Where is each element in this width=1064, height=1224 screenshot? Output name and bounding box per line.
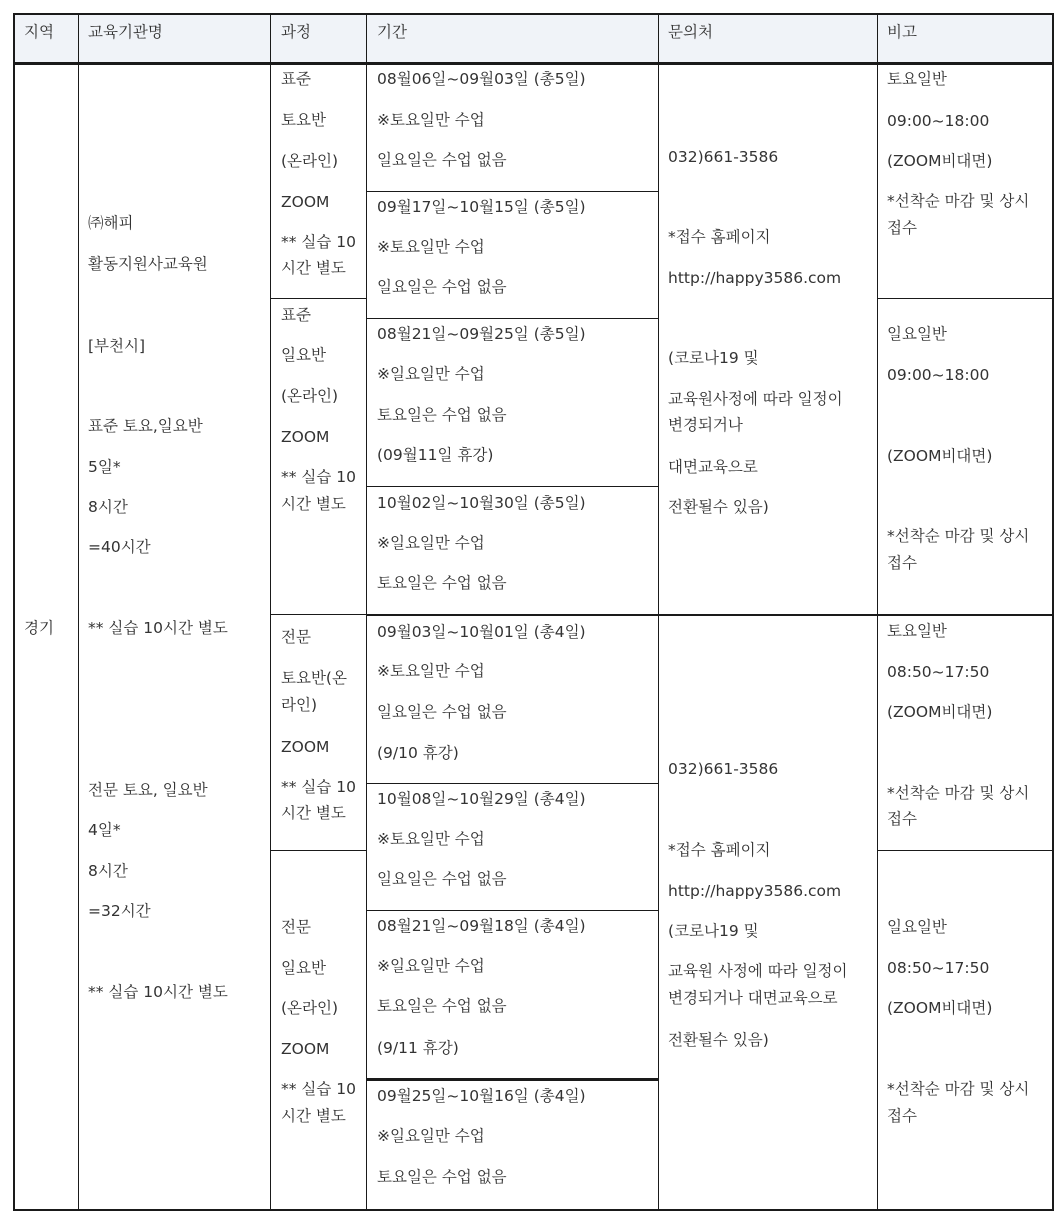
contact-phone: 032)661-3586 bbox=[668, 760, 779, 778]
row-divider bbox=[366, 1078, 659, 1081]
course-line: 시간 별도 bbox=[281, 259, 346, 277]
course-line: 라인) bbox=[281, 696, 317, 714]
contact-line: 교육원사정에 따라 일정이 bbox=[668, 390, 843, 408]
course-cell-standard-saturday bbox=[271, 65, 366, 298]
remarks-line: 09:00~18:00 bbox=[887, 366, 990, 384]
row-divider bbox=[658, 614, 878, 616]
table-border-right bbox=[1052, 13, 1054, 1211]
institution-cell bbox=[79, 65, 270, 1209]
institution-line: ㈜해피 bbox=[88, 214, 134, 232]
course-cell-expert-saturday bbox=[271, 616, 366, 850]
remarks-line: 08:50~17:50 bbox=[887, 663, 990, 681]
period-line: (09월11일 휴강) bbox=[377, 446, 494, 464]
period-cell bbox=[367, 487, 658, 614]
institution-line: ** 실습 10시간 별도 bbox=[88, 619, 228, 637]
contact-line: 변경되거나 대면교육으로 bbox=[668, 989, 838, 1007]
remarks-line: 토요일반 bbox=[887, 622, 947, 640]
period-cell bbox=[367, 1081, 658, 1209]
remarks-line: (ZOOM비대면) bbox=[887, 703, 993, 721]
column-divider bbox=[270, 13, 271, 1211]
contact-line: 변경되거나 bbox=[668, 416, 743, 434]
header-cell-period bbox=[367, 15, 658, 63]
period-line: 08월21일~09월18일 (총4일) bbox=[377, 917, 586, 935]
row-divider bbox=[366, 910, 659, 911]
contact-cell-expert bbox=[659, 616, 877, 1209]
contact-line: 대면교육으로 bbox=[668, 458, 758, 476]
remarks-line: 08:50~17:50 bbox=[887, 959, 990, 977]
period-cell bbox=[367, 911, 658, 1078]
period-line: 09월17일~10월15일 (총5일) bbox=[377, 198, 586, 216]
period-line: ※토요일만 수업 bbox=[377, 830, 485, 848]
remarks-line: *선착순 마감 및 상시 bbox=[887, 527, 1030, 545]
course-cell-expert-sunday bbox=[271, 852, 366, 1209]
row-divider bbox=[270, 614, 367, 615]
period-line: 일요일은 수업 없음 bbox=[377, 703, 507, 721]
header-course: 과정 bbox=[281, 23, 311, 41]
remarks-cell bbox=[878, 616, 1052, 850]
course-line: 표준 bbox=[281, 306, 311, 324]
period-line: 토요일은 수업 없음 bbox=[377, 997, 507, 1015]
period-line: 토요일은 수업 없음 bbox=[377, 1168, 507, 1186]
institution-line: 전문 토요, 일요반 bbox=[88, 781, 208, 799]
course-line: (온라인) bbox=[281, 999, 339, 1017]
period-line: ※토요일만 수업 bbox=[377, 662, 485, 680]
institution-line: ** 실습 10시간 별도 bbox=[88, 983, 228, 1001]
institution-line: 표준 토요,일요반 bbox=[88, 417, 203, 435]
remarks-line: (ZOOM비대면) bbox=[887, 999, 993, 1017]
remarks-line: 일요일반 bbox=[887, 325, 947, 343]
course-line: 토요반 bbox=[281, 111, 326, 129]
course-line: 전문 bbox=[281, 628, 311, 646]
row-divider bbox=[366, 318, 659, 319]
remarks-line: 09:00~18:00 bbox=[887, 112, 990, 130]
remarks-cell bbox=[878, 65, 1052, 298]
course-line: ZOOM bbox=[281, 193, 330, 211]
region-cell bbox=[15, 65, 78, 1209]
contact-homepage-link[interactable]: http://happy3586.com bbox=[668, 882, 842, 900]
course-line: 시간 별도 bbox=[281, 495, 346, 513]
period-line: 일요일은 수업 없음 bbox=[377, 151, 507, 169]
institution-line: 활동지원사교육원 bbox=[88, 255, 208, 273]
header-cell-institution bbox=[79, 15, 270, 63]
period-line: 09월03일~10월01일 (총4일) bbox=[377, 623, 586, 641]
institution-line: 8시간 bbox=[88, 498, 128, 516]
contact-line: 교육원 사정에 따라 일정이 bbox=[668, 962, 848, 980]
row-divider bbox=[877, 614, 1054, 616]
period-line: 10월02일~10월30일 (총5일) bbox=[377, 494, 586, 512]
contact-line: (코로나19 및 bbox=[668, 922, 759, 940]
period-line: 일요일은 수업 없음 bbox=[377, 278, 507, 296]
period-line: 09월25일~10월16일 (총4일) bbox=[377, 1087, 586, 1105]
period-line: 08월21일~09월25일 (총5일) bbox=[377, 325, 586, 343]
header-remarks: 비고 bbox=[887, 23, 917, 41]
header-period: 기간 bbox=[377, 23, 407, 41]
table-border-bottom bbox=[13, 1209, 1054, 1211]
header-cell-contact bbox=[659, 15, 877, 63]
institution-line: 4일* bbox=[88, 821, 121, 839]
period-line: ※일요일만 수업 bbox=[377, 534, 485, 552]
course-line: ZOOM bbox=[281, 1040, 330, 1058]
period-line: ※일요일만 수업 bbox=[377, 365, 485, 383]
period-line: ※일요일만 수업 bbox=[377, 1127, 485, 1145]
course-cell-standard-sunday bbox=[271, 300, 366, 614]
period-line: ※토요일만 수업 bbox=[377, 111, 485, 129]
remarks-line: 일요일반 bbox=[887, 918, 947, 936]
course-line: 표준 bbox=[281, 70, 311, 88]
row-divider bbox=[877, 850, 1054, 851]
contact-line: *접수 홈페이지 bbox=[668, 841, 771, 859]
row-divider bbox=[270, 298, 367, 299]
course-line: ZOOM bbox=[281, 428, 330, 446]
column-divider bbox=[658, 13, 659, 1211]
row-divider bbox=[270, 850, 367, 851]
period-line: 일요일은 수업 없음 bbox=[377, 870, 507, 888]
remarks-line: *선착순 마감 및 상시 bbox=[887, 192, 1030, 210]
course-line: 전문 bbox=[281, 918, 311, 936]
row-divider bbox=[366, 614, 659, 616]
contact-line: (코로나19 및 bbox=[668, 349, 759, 367]
remarks-line: 접수 bbox=[887, 810, 917, 828]
remarks-line: 접수 bbox=[887, 554, 917, 572]
contact-line: 전환될수 있음) bbox=[668, 498, 769, 516]
course-line: ** 실습 10 bbox=[281, 1080, 357, 1098]
row-divider bbox=[366, 191, 659, 192]
course-line: ** 실습 10 bbox=[281, 778, 357, 796]
institution-line: [부천시] bbox=[88, 337, 146, 355]
period-line: 토요일은 수업 없음 bbox=[377, 406, 507, 424]
contact-homepage-link[interactable]: http://happy3586.com bbox=[668, 269, 842, 287]
header-divider bbox=[13, 62, 1054, 65]
header-region: 지역 bbox=[24, 23, 54, 41]
period-line: ※일요일만 수업 bbox=[377, 957, 485, 975]
course-line: 시간 별도 bbox=[281, 804, 346, 822]
remarks-line: *선착순 마감 및 상시 bbox=[887, 1080, 1030, 1098]
period-cell bbox=[367, 616, 658, 783]
period-cell bbox=[367, 192, 658, 318]
column-divider bbox=[877, 13, 878, 1211]
course-line: 토요반(온 bbox=[281, 669, 347, 687]
header-institution: 교육기관명 bbox=[88, 23, 163, 41]
institution-line: 8시간 bbox=[88, 862, 128, 880]
remarks-line: (ZOOM비대면) bbox=[887, 152, 993, 170]
row-divider bbox=[366, 486, 659, 487]
institution-line: =32시간 bbox=[88, 902, 151, 920]
contact-cell-standard bbox=[659, 65, 877, 614]
remarks-line: (ZOOM비대면) bbox=[887, 447, 993, 465]
institution-line: =40시간 bbox=[88, 538, 151, 556]
institution-line: 5일* bbox=[88, 458, 121, 476]
header-contact: 문의처 bbox=[668, 23, 713, 41]
period-line: 08월06일~09월03일 (총5일) bbox=[377, 70, 586, 88]
contact-phone: 032)661-3586 bbox=[668, 148, 779, 166]
period-line: (9/10 휴강) bbox=[377, 744, 459, 762]
course-line: (온라인) bbox=[281, 387, 339, 405]
course-line: 시간 별도 bbox=[281, 1107, 346, 1125]
remarks-line: 토요일반 bbox=[887, 70, 947, 88]
column-divider bbox=[366, 13, 367, 1211]
remarks-line: 접수 bbox=[887, 1107, 917, 1125]
row-divider bbox=[366, 783, 659, 784]
table-border-left bbox=[13, 13, 15, 1211]
course-line: ** 실습 10 bbox=[281, 233, 357, 251]
course-line: 일요반 bbox=[281, 959, 326, 977]
course-line: ZOOM bbox=[281, 738, 330, 756]
period-cell bbox=[367, 784, 658, 910]
period-cell bbox=[367, 319, 658, 486]
remarks-line: 접수 bbox=[887, 219, 917, 237]
course-line: ** 실습 10 bbox=[281, 468, 357, 486]
column-divider bbox=[78, 13, 79, 1211]
contact-line: *접수 홈페이지 bbox=[668, 228, 771, 246]
period-cell bbox=[367, 65, 658, 191]
period-line: 토요일은 수업 없음 bbox=[377, 574, 507, 592]
table-border-top bbox=[13, 13, 1054, 15]
contact-line: 전환될수 있음) bbox=[668, 1031, 769, 1049]
row-divider bbox=[877, 298, 1054, 299]
header-cell-region bbox=[15, 15, 78, 63]
remarks-line: *선착순 마감 및 상시 bbox=[887, 784, 1030, 802]
remarks-cell bbox=[878, 300, 1052, 614]
course-line: 일요반 bbox=[281, 346, 326, 364]
remarks-cell bbox=[878, 852, 1052, 1209]
period-line: (9/11 휴강) bbox=[377, 1039, 459, 1057]
header-cell-remarks bbox=[878, 15, 1052, 63]
period-line: 10월08일~10월29일 (총4일) bbox=[377, 790, 586, 808]
region-text: 경기 bbox=[24, 619, 54, 637]
course-line: (온라인) bbox=[281, 152, 339, 170]
header-cell-course bbox=[271, 15, 366, 63]
period-line: ※토요일만 수업 bbox=[377, 238, 485, 256]
